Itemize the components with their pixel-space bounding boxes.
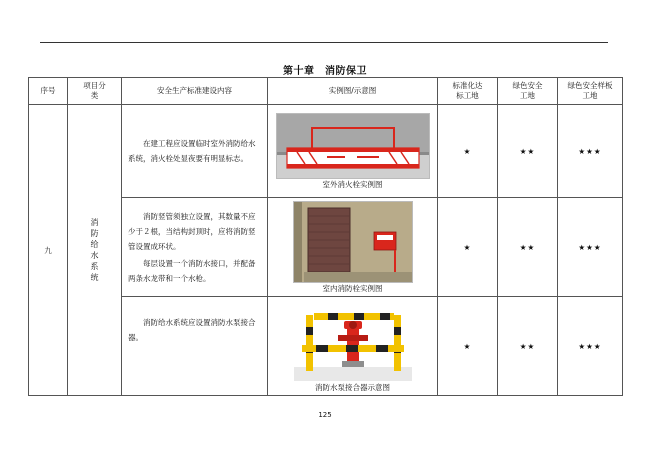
- header-green: [498, 78, 558, 105]
- content-paragraph: 在建工程应设置临时室外消防给水系统，消火栓处显夜要有明显标志。: [128, 139, 256, 163]
- fire-cabinet-image: [293, 201, 413, 283]
- row-image-cell: [268, 297, 438, 396]
- green-rating: ★★: [498, 198, 558, 297]
- header-standard-label: 标准化达标工地: [452, 81, 483, 100]
- content-paragraph: 消防给水系统应设置消防水泵接合器。: [128, 318, 256, 342]
- image-caption: 室内消防栓实例图: [322, 284, 383, 293]
- header-sample-label: 绿色安全样板工地: [567, 81, 613, 100]
- image-caption: 室外消火栓实例图: [322, 180, 383, 189]
- header-category: [68, 78, 122, 105]
- header-seq: 序号: [29, 78, 68, 105]
- green-rating: ★★: [498, 105, 558, 198]
- sample-rating: ★★★: [558, 297, 623, 396]
- header-image: 实例图/示意图: [268, 78, 438, 105]
- section-category: 消防给水系统: [90, 218, 99, 282]
- header-rule: [40, 42, 608, 43]
- header-standard: [438, 78, 498, 105]
- section-seq: 九: [29, 105, 68, 396]
- row-content: [122, 297, 268, 396]
- header-green-label: 绿色安全工地: [512, 81, 543, 100]
- row-image-cell: [268, 105, 438, 198]
- section-category-cell: [68, 105, 122, 396]
- header-content: 安全生产标准建设内容: [122, 78, 268, 105]
- table-header-row: [29, 78, 623, 105]
- row-content: [122, 198, 268, 297]
- sample-rating: ★★★: [558, 105, 623, 198]
- fire-safety-table: [28, 77, 623, 396]
- image-caption: 消防水泵接合器示意图: [315, 383, 390, 392]
- fire-hydrant-fence-image: [276, 113, 430, 179]
- header-category-label: 项目分类: [83, 81, 106, 100]
- header-sample: [558, 78, 623, 105]
- row-image-cell: [268, 198, 438, 297]
- standard-rating: ★: [438, 198, 498, 297]
- green-rating: ★★: [498, 297, 558, 396]
- chapter-title: 第十章 消防保卫: [283, 66, 367, 77]
- content-paragraph: 每层设置一个消防水接口，并配备两条水龙带和一个水枪。: [128, 258, 256, 283]
- page-number: 125: [318, 411, 332, 419]
- row-content: [122, 105, 268, 198]
- standard-rating: ★: [438, 105, 498, 198]
- sample-rating: ★★★: [558, 198, 623, 297]
- standard-rating: ★: [438, 297, 498, 396]
- pump-connector-image: [293, 300, 413, 382]
- table-row: [29, 105, 623, 198]
- content-paragraph: 消防竖管须独立设置，其数量不应少于２根，当结构封顶时，应将消防竖管设置成环状。: [128, 211, 256, 251]
